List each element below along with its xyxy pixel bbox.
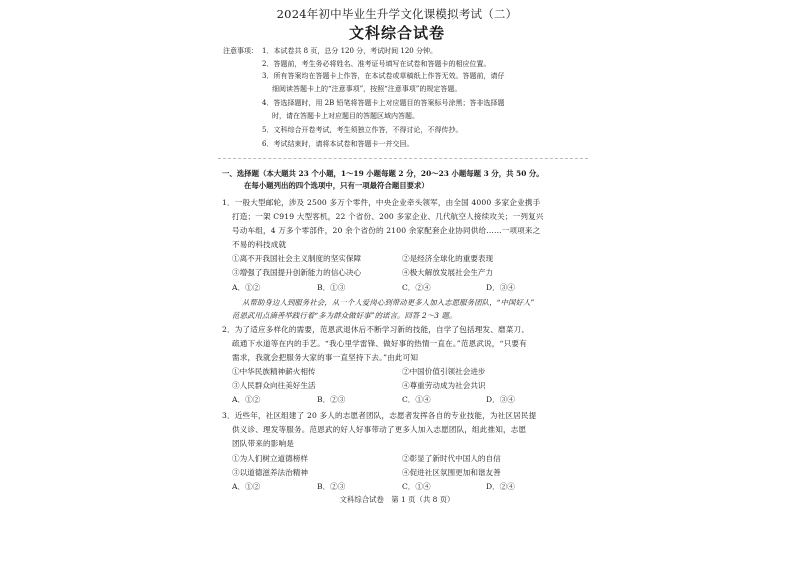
question-2-option: ②中国价值引领社会进步: [402, 367, 486, 376]
question-3-option: ②彰显了新时代中国人的自信: [402, 454, 501, 463]
question-2-line: 疏通下水道等在内的手艺。“我心里学雷锋、做好事的热情一直在。”范恩武说，“只要有: [232, 339, 527, 348]
note-item: 2．答题前，考生务必将姓名、准考证号填写在试卷和答题卡的相应位置。: [262, 60, 491, 68]
question-1-line: 打造；一架 C919 大型客机，22 个省份、200 多家企业、几代航空人接续攻关；一列复兴: [232, 212, 544, 221]
question-3-option: ①为人们树立道德榜样: [232, 454, 308, 463]
paper-subject-title: 文科综合试卷: [348, 24, 445, 42]
question-2-answer: A．①②: [232, 395, 261, 404]
question-1-option: ①离不开我国社会主义制度的坚实保障: [232, 254, 362, 263]
question-1-answer: A．①②: [232, 283, 261, 292]
question-2-answer: D．③④: [486, 395, 515, 404]
question-1-option: ③增强了我国提升创新能力的信心决心: [232, 268, 362, 277]
question-1-line: 1．一般大型邮轮，涉及 2500 多万个零件，中央企业牵头领军，由全国 4000 多家企业携手: [222, 198, 541, 207]
question-2-line: 需求，我就会把服务大家的事一直坚持下去。”由此可知: [232, 353, 419, 362]
question-3-option: ④促进社区氛围更加和谐友善: [402, 468, 501, 477]
question-2-option: ③人民群众向往美好生活: [232, 381, 316, 390]
question-3-answer: D．②④: [486, 482, 515, 491]
page-footer: 文科综合试卷 第 1 页（共 8 页）: [339, 495, 455, 504]
question-3-line: 团队带来的影响是: [232, 439, 294, 448]
section-subheading: 在每小题列出的四个选项中，只有一项最符合题目要求）: [244, 181, 429, 190]
exam-title: 2024年初中毕业生升学文化课模拟考试（二）: [276, 7, 518, 21]
question-1-answer: B．①③: [317, 283, 346, 292]
question-3-line: 供义诊、理发等服务。范恩武的好人好事带动了更多人加入志愿团队，组此推知，志愿: [232, 425, 527, 434]
note-item: 6．考试结束时，请将本试卷和答题卡一并交回。: [262, 140, 414, 148]
question-3-option: ③以道德滋养法治精神: [232, 468, 308, 477]
question-2-answer: C．①④: [402, 395, 431, 404]
section-heading: 一、选择题（本大题共 23 个小题，1～19 小题每题 2 分，20～23 小题每题 3 分，共 50 分。: [222, 169, 544, 178]
question-1-line: 号动车组，4 万多个零部件，20 余个省份的 2100 余家配套企业协同供给……一项项来之: [232, 226, 541, 235]
note-item: 3．所有答案均在答题卡上作答，在本试卷或草稿纸上作答无效。答题前，请仔: [262, 72, 505, 80]
passage-line: 从帮助身边人到服务社会，从一个人爱岗心到带动更多人加入志愿服务团队，“中国好人”: [242, 298, 535, 307]
note-item: 时，请在答题卡上对应题目的答题区域内答题。: [272, 112, 419, 120]
question-2-option: ①中华民族精神薪火相传: [232, 367, 316, 376]
question-2-answer: B．②③: [317, 395, 346, 404]
question-1-option: ②是经济全球化的重要表现: [402, 254, 494, 263]
passage-line: 范恩武用点滴善举践行着“多为群众做好事”的诺言。回答 2～3 题。: [232, 311, 457, 320]
divider: [218, 158, 588, 159]
question-2-option: ④尊重劳动成为社会共识: [402, 381, 486, 390]
question-3-line: 3．近些年，社区组建了 20 多人的志愿者团队，志愿者发挥各自的专业技能，为社区居民提: [222, 411, 537, 420]
note-item: 1．本试卷共 8 页，总分 120 分，考试时间 120 分钟。: [262, 47, 437, 55]
notes-label: 注意事项：: [223, 47, 258, 55]
note-item: 4．答选择题时，用 2B 铅笔将答题卡上对应题目的答案标号涂黑；答非选择题: [262, 99, 505, 107]
question-1-option: ④极大解放发展社会生产力: [402, 268, 494, 277]
question-3-answer: B．②③: [317, 482, 346, 491]
question-3-answer: C．①④: [402, 482, 431, 491]
question-1-answer: D．③④: [486, 283, 515, 292]
question-1-line: 不易的科技成就: [232, 240, 287, 249]
note-item: 5．文科综合开卷考试，考生须独立作答，不得讨论，不得传抄。: [262, 126, 463, 134]
question-1-answer: C．②④: [402, 283, 431, 292]
note-item: 细阅读答题卡上的“注意事项”，按照“注意事项”的规定答题。: [272, 85, 462, 93]
question-3-answer: A．①②: [232, 482, 261, 491]
question-2-line: 2．为了适应多样化的需要，范恩武退休后不断学习新的技能，自学了包括理发、磨菜刀、: [222, 325, 529, 334]
